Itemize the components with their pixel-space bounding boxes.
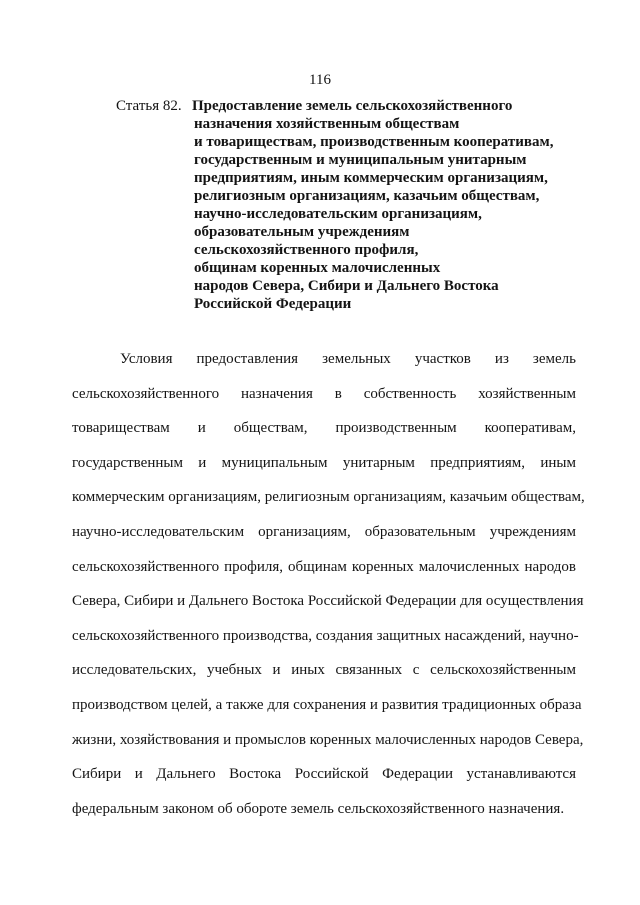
article-title-line: научно-исследовательским организациям, <box>194 206 482 222</box>
article-title-line: назначения хозяйственным обществам <box>194 116 460 132</box>
body-line: сельскохозяйственного профиля, общинам коренных малочисленных народов <box>72 558 576 575</box>
article-label: Статья 82. <box>116 98 182 114</box>
article-title-line: общинам коренных малочисленных <box>194 260 441 276</box>
article-title-line: религиозным организациям, казачьим обществам, <box>194 188 540 204</box>
body-line: исследовательских, учебных и иных связанных с сельскохозяйственным <box>72 662 576 679</box>
body-line: коммерческим организациям, религиозным организациям, казачьим обществам, <box>72 489 585 506</box>
article-title-line: Российской Федерации <box>194 296 352 312</box>
article-title-line: образовательным учреждениям <box>194 224 410 240</box>
article-title-line: предприятиям, иным коммерческим организациям, <box>194 170 548 186</box>
article-title-line: Предоставление земель сельскохозяйственного <box>192 98 513 114</box>
body-line: жизни, хозяйствования и промыслов коренных малочисленных народов Севера, <box>72 731 584 748</box>
article-title-line: и товариществам, производственным кооперативам, <box>194 134 554 150</box>
body-line: сельскохозяйственного назначения в собственность хозяйственным <box>72 385 576 402</box>
body-line: федеральным законом об обороте земель сельскохозяйственного назначения. <box>72 800 565 817</box>
article-body <box>72 342 585 826</box>
article-title <box>192 97 553 313</box>
body-line: Условия предоставления земельных участков из земель <box>120 351 576 367</box>
body-line: государственным и муниципальным унитарным предприятиям, иным <box>72 454 576 471</box>
body-line: Севера, Сибири и Дальнего Востока Российской Федерации для осуществления <box>72 593 584 610</box>
body-line: Сибири и Дальнего Востока Российской Федерации устанавливаются <box>72 766 576 783</box>
body-line: сельскохозяйственного производства, создания защитных насаждений, научно- <box>72 627 579 644</box>
page-number: 116 <box>309 72 331 88</box>
body-line: товариществам и обществам, производственным кооперативам, <box>72 420 576 437</box>
article-title-line: государственным и муниципальным унитарным <box>194 152 527 168</box>
body-line: научно-исследовательским организациям, образовательным учреждениям <box>72 523 576 540</box>
body-line: производством целей, а также для сохранения и развития традиционных образа <box>72 696 582 713</box>
article-title-line: народов Севера, Сибири и Дальнего Востока <box>194 278 499 294</box>
article-title-line: сельскохозяйственного профиля, <box>194 242 419 258</box>
